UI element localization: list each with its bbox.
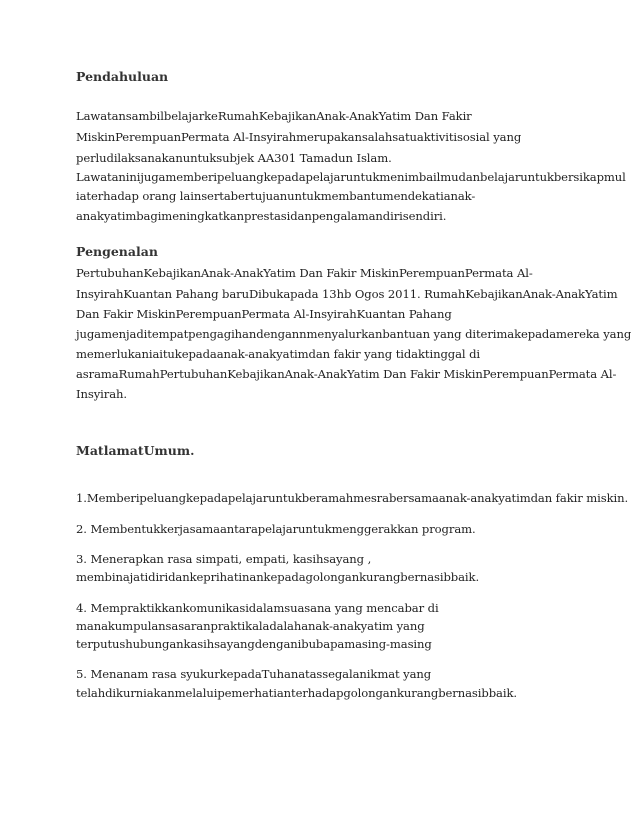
paragraph-line: MiskinPerempuanPermata Al-Insyirahmerupakansalahsatuaktivitisosial yang (76, 130, 522, 144)
paragraph-line: Dan Fakir MiskinPerempuanPermata Al-InsyirahKuantan Pahang (76, 307, 452, 321)
paragraph-line: Insyirah. (76, 387, 127, 401)
list-item: 5. Menanam rasa syukurkepadaTuhanatassegalanikmat yang (76, 667, 432, 681)
paragraph-line: PertubuhanKebajikanAnak-AnakYatim Dan Fakir MiskinPerempuanPermata Al- (76, 266, 533, 280)
paragraph-line: InsyirahKuantan Pahang baruDibukapada 13hb Ogos 2011. RumahKebajikanAnak-AnakYatim (76, 287, 618, 301)
paragraph-line: anakyatimbagimeningkatkanprestasidanpengalamandirisendiri. (76, 209, 447, 223)
paragraph-line: memerlukaniaitukepadaanak-anakyatimdan fakir yang tidaktinggal di (76, 347, 481, 361)
section-heading-pengenalan: Pengenalan (76, 244, 158, 259)
section-heading-matlamat-umum: MatlamatUmum. (76, 443, 195, 458)
paragraph-line: jugamenjaditempatpengagihandengannmenyalurkanbantuan yang diterimakepadamereka yang (76, 327, 632, 341)
list-item: 1.Memberipeluangkepadapelajaruntukberamahmesrabersamaanak-anakyatimdan fakir miskin. (76, 491, 629, 505)
list-item-continuation: membinajatidiridankeprihatinankepadagolongankurangbernasibbaik. (76, 570, 480, 584)
paragraph-line: perludilaksanakanuntuksubjek AA301 Tamadun Islam. (76, 151, 392, 165)
paragraph-line: iaterhadap orang lainsertabertujuanuntukmembantumendekatianak- (76, 189, 476, 203)
list-item-continuation: manakumpulansasaranpraktikaladalahanak-anakyatim yang (76, 619, 425, 633)
list-item-continuation: terputushubungankasihsayangdenganibubapamasing-masing (76, 637, 432, 651)
paragraph-line: LawatansambilbelajarkeRumahKebajikanAnak-AnakYatim Dan Fakir (76, 109, 472, 123)
list-item: 3. Menerapkan rasa simpati, empati, kasihsayang , (76, 552, 372, 566)
paragraph-line: asramaRumahPertubuhanKebajikanAnak-AnakYatim Dan Fakir MiskinPerempuanPermata Al- (76, 367, 617, 381)
section-heading-pendahuluan: Pendahuluan (76, 69, 169, 84)
list-item-continuation: telahdikurniakanmelaluipemerhatianterhadapgolongankurangbernasibbaik. (76, 686, 517, 700)
list-item: 4. Mempraktikkankomunikasidalamsuasana yang mencabar di (76, 601, 439, 615)
list-item: 2. Membentukkerjasamaantarapelajaruntukmenggerakkan program. (76, 522, 476, 536)
paragraph-line: Lawataninijugamemberipeluangkepadapelajaruntukmenimbailmudanbelajaruntukbersikapmul (76, 170, 626, 184)
